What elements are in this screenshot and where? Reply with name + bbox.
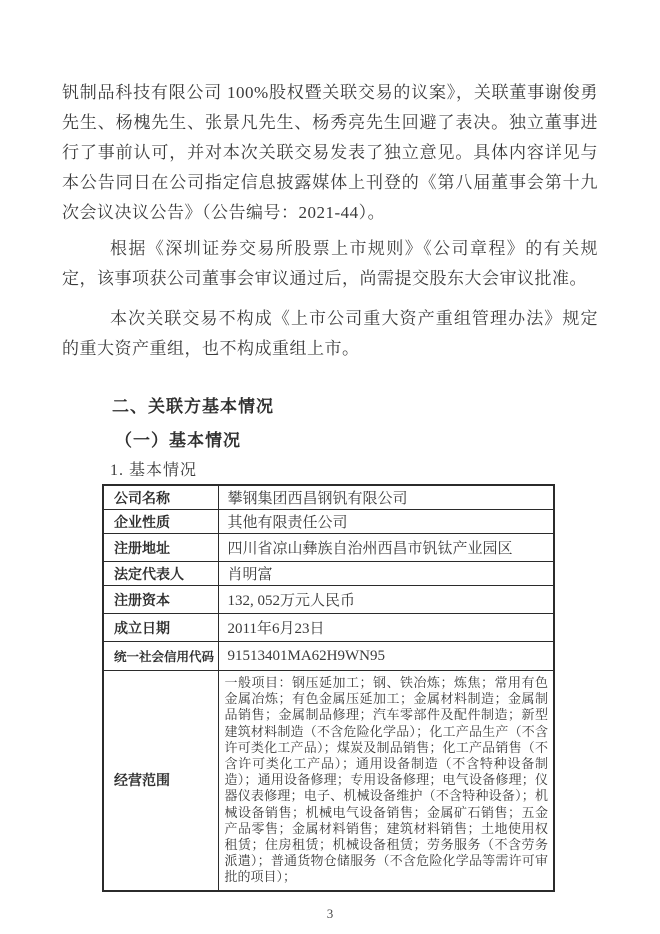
row-label-cell: 企业性质 (103, 510, 218, 534)
table-row-registered-address (103, 534, 554, 562)
body-paragraph-3: 本次关联交易不构成《上市公司重大资产重组管理办法》规定的重大资产重组，也不构成重组上市。 (62, 309, 598, 358)
body-paragraph-2: 根据《深圳证券交易所股票上市规则》《公司章程》的有关规定，该事项获公司董事会审议通过后，尚需提交股东大会审议批准。 (62, 239, 598, 288)
row-label-cell: 法定代表人 (103, 562, 218, 586)
table-row-legal-representative (103, 562, 554, 586)
section-heading: 二、关联方基本情况 (112, 397, 274, 416)
row-value-cell: 91513401MA62H9WN95 (218, 642, 554, 671)
body-paragraph-1: 钒制品科技有限公司 100%股权暨关联交易的议案》，关联董事谢俊勇先生、杨槐先生、张景凡先生、杨秀亮先生回避了表决。独立董事进行了事前认可，并对本次关联交易发表了独立意见。具体内容详见与本公告同日在公司指定信息披露媒体上刊登的《第八届董事会第十九次会议决议公告》（公告编号：2021-44）。 (62, 83, 598, 222)
row-value-cell: 四川省凉山彝族自治州西昌市钒钛产业园区 (218, 534, 554, 562)
row-value-cell: 肖明富 (218, 562, 554, 586)
item-heading: 1. 基本情况 (110, 462, 198, 479)
subsection-heading: （一）基本情况 (115, 431, 241, 450)
table-row-registered-capital (103, 586, 554, 614)
table-row-enterprise-type (103, 510, 554, 534)
row-value-cell: 攀钢集团西昌钢钒有限公司 (218, 485, 554, 510)
table-row-establish-date (103, 614, 554, 642)
row-label-cell: 成立日期 (103, 614, 218, 642)
row-label-cell: 注册资本 (103, 586, 218, 614)
row-label-cell: 经营范围 (103, 671, 218, 891)
row-value-cell: 其他有限责任公司 (218, 510, 554, 534)
page-number: 3 (326, 905, 334, 921)
row-value-cell: 132, 052万元人民币 (218, 586, 554, 614)
table-row-credit-code (103, 642, 554, 671)
row-value-cell: 一般项目：钢压延加工；钢、铁冶炼；炼焦；常用有色金属冶炼；有色金属压延加工；金属材料制造；金属制品销售；金属制品修理；汽车零部件及配件制造；新型建筑材料制造（不含危险化学品）；化工产品生产（不含许可类化工产品）；煤炭及制品销售；化工产品销售（不含许可类化工产品）；通用设备制造（不含特种设备制造）；通用设备修理；专用设备修理；电气设备修理；仪器仪表修理；电子、机械设备维护（不含特种设备）；机械设备销售；机械电气设备销售；金属矿石销售；五金产品零售；金属材料销售；建筑材料销售；土地使用权租赁；住房租赁；机械设备租赁；劳务服务（不含劳务派遣）；普通货物仓储服务（不含危险化学品等需许可审批的项目）； (218, 671, 554, 891)
table-row-company-name (103, 485, 554, 510)
table-row-business-scope (103, 671, 554, 891)
row-label-cell: 公司名称 (103, 485, 218, 510)
row-label-cell: 注册地址 (103, 534, 218, 562)
row-label-cell: 统一社会信用代码 (103, 642, 218, 671)
company-info-table (102, 484, 555, 892)
row-value-cell: 2011年6月23日 (218, 614, 554, 642)
